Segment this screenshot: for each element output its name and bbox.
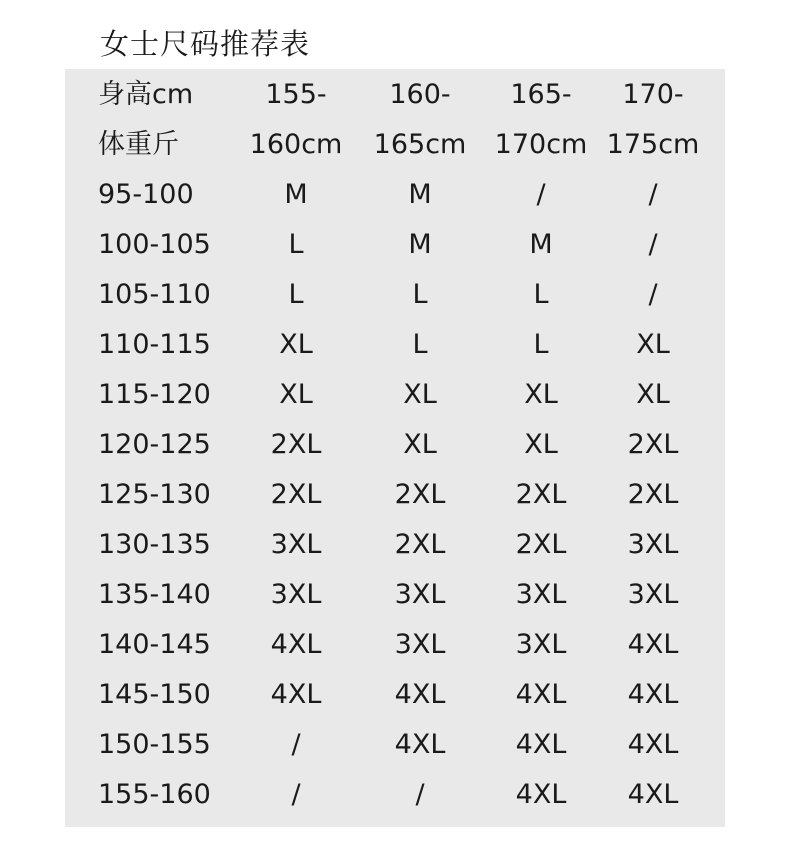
size-cell: / (291, 779, 301, 810)
size-cell: 4XL (270, 629, 322, 660)
weight-range: 135-140 (98, 579, 211, 610)
table-row (65, 170, 725, 220)
size-cell: 4XL (627, 629, 679, 660)
size-cell: XL (403, 379, 437, 410)
weight-range: 100-105 (98, 229, 211, 260)
header-row-weight (65, 120, 725, 170)
size-cell: L (412, 329, 428, 360)
column-header-top: 165- (510, 79, 572, 110)
column-header-bottom: 165cm (373, 129, 467, 160)
header-row-height (65, 70, 725, 120)
size-cell: 2XL (394, 479, 446, 510)
size-cell: 4XL (270, 679, 322, 710)
size-cell: / (648, 229, 658, 260)
weight-range: 140-145 (98, 629, 211, 660)
table-row (65, 520, 725, 570)
page-title: 女士尺码推荐表 (100, 27, 311, 61)
size-cell: XL (403, 429, 437, 460)
size-cell: / (291, 729, 301, 760)
size-cell: / (536, 179, 546, 210)
column-header-bottom: 175cm (606, 129, 700, 160)
size-cell: 2XL (627, 479, 679, 510)
table-row (65, 370, 725, 420)
column-header-top: 170- (622, 79, 684, 110)
size-cell: 4XL (394, 729, 446, 760)
size-cell: XL (636, 329, 670, 360)
size-cell: XL (524, 379, 558, 410)
size-cell: L (288, 229, 304, 260)
size-cell: 2XL (515, 529, 567, 560)
size-table (65, 69, 725, 827)
size-cell: 3XL (270, 529, 322, 560)
table-row (65, 770, 725, 820)
table-row (65, 220, 725, 270)
weight-range: 115-120 (98, 379, 211, 410)
size-cell: 2XL (270, 429, 322, 460)
size-cell: 4XL (515, 729, 567, 760)
size-cell: 3XL (515, 579, 567, 610)
size-cell: M (408, 179, 432, 210)
size-cell: XL (636, 379, 670, 410)
size-cell: 3XL (627, 579, 679, 610)
column-header-bottom: 170cm (494, 129, 588, 160)
table-row (65, 470, 725, 520)
size-cell: M (529, 229, 553, 260)
size-cell: 2XL (270, 479, 322, 510)
weight-range: 125-130 (98, 479, 211, 510)
size-cell: 3XL (627, 529, 679, 560)
size-cell: 3XL (394, 629, 446, 660)
weight-range: 110-115 (98, 329, 211, 360)
size-cell: M (408, 229, 432, 260)
size-cell: 2XL (627, 429, 679, 460)
size-cell: 2XL (515, 479, 567, 510)
size-cell: 4XL (394, 679, 446, 710)
column-header-top: 160- (389, 79, 451, 110)
size-cell: 4XL (515, 679, 567, 710)
size-cell: L (533, 329, 549, 360)
table-row (65, 420, 725, 470)
size-cell: 2XL (394, 529, 446, 560)
table-row (65, 270, 725, 320)
size-cell: 4XL (627, 679, 679, 710)
weight-range: 130-135 (98, 529, 211, 560)
table-row (65, 670, 725, 720)
size-cell: L (288, 279, 304, 310)
weight-label: 体重斤 (98, 129, 179, 160)
table-row (65, 320, 725, 370)
size-cell: / (648, 179, 658, 210)
size-cell: / (648, 279, 658, 310)
weight-range: 105-110 (98, 279, 211, 310)
weight-range: 95-100 (98, 179, 194, 210)
height-label: 身高cm (98, 79, 194, 110)
table-row (65, 620, 725, 670)
size-cell: L (412, 279, 428, 310)
size-cell: 4XL (627, 729, 679, 760)
column-header-bottom: 160cm (249, 129, 343, 160)
size-cell: 4XL (627, 779, 679, 810)
table-row (65, 570, 725, 620)
weight-range: 120-125 (98, 429, 211, 460)
size-cell: XL (279, 329, 313, 360)
size-cell: / (415, 779, 425, 810)
size-cell: M (284, 179, 308, 210)
size-cell: 3XL (515, 629, 567, 660)
weight-range: 145-150 (98, 679, 211, 710)
size-cell: 3XL (270, 579, 322, 610)
size-cell: 4XL (515, 779, 567, 810)
column-header-top: 155- (265, 79, 327, 110)
size-cell: 3XL (394, 579, 446, 610)
weight-range: 150-155 (98, 729, 211, 760)
size-cell: XL (524, 429, 558, 460)
size-cell: L (533, 279, 549, 310)
table-row (65, 720, 725, 770)
weight-range: 155-160 (98, 779, 211, 810)
size-cell: XL (279, 379, 313, 410)
